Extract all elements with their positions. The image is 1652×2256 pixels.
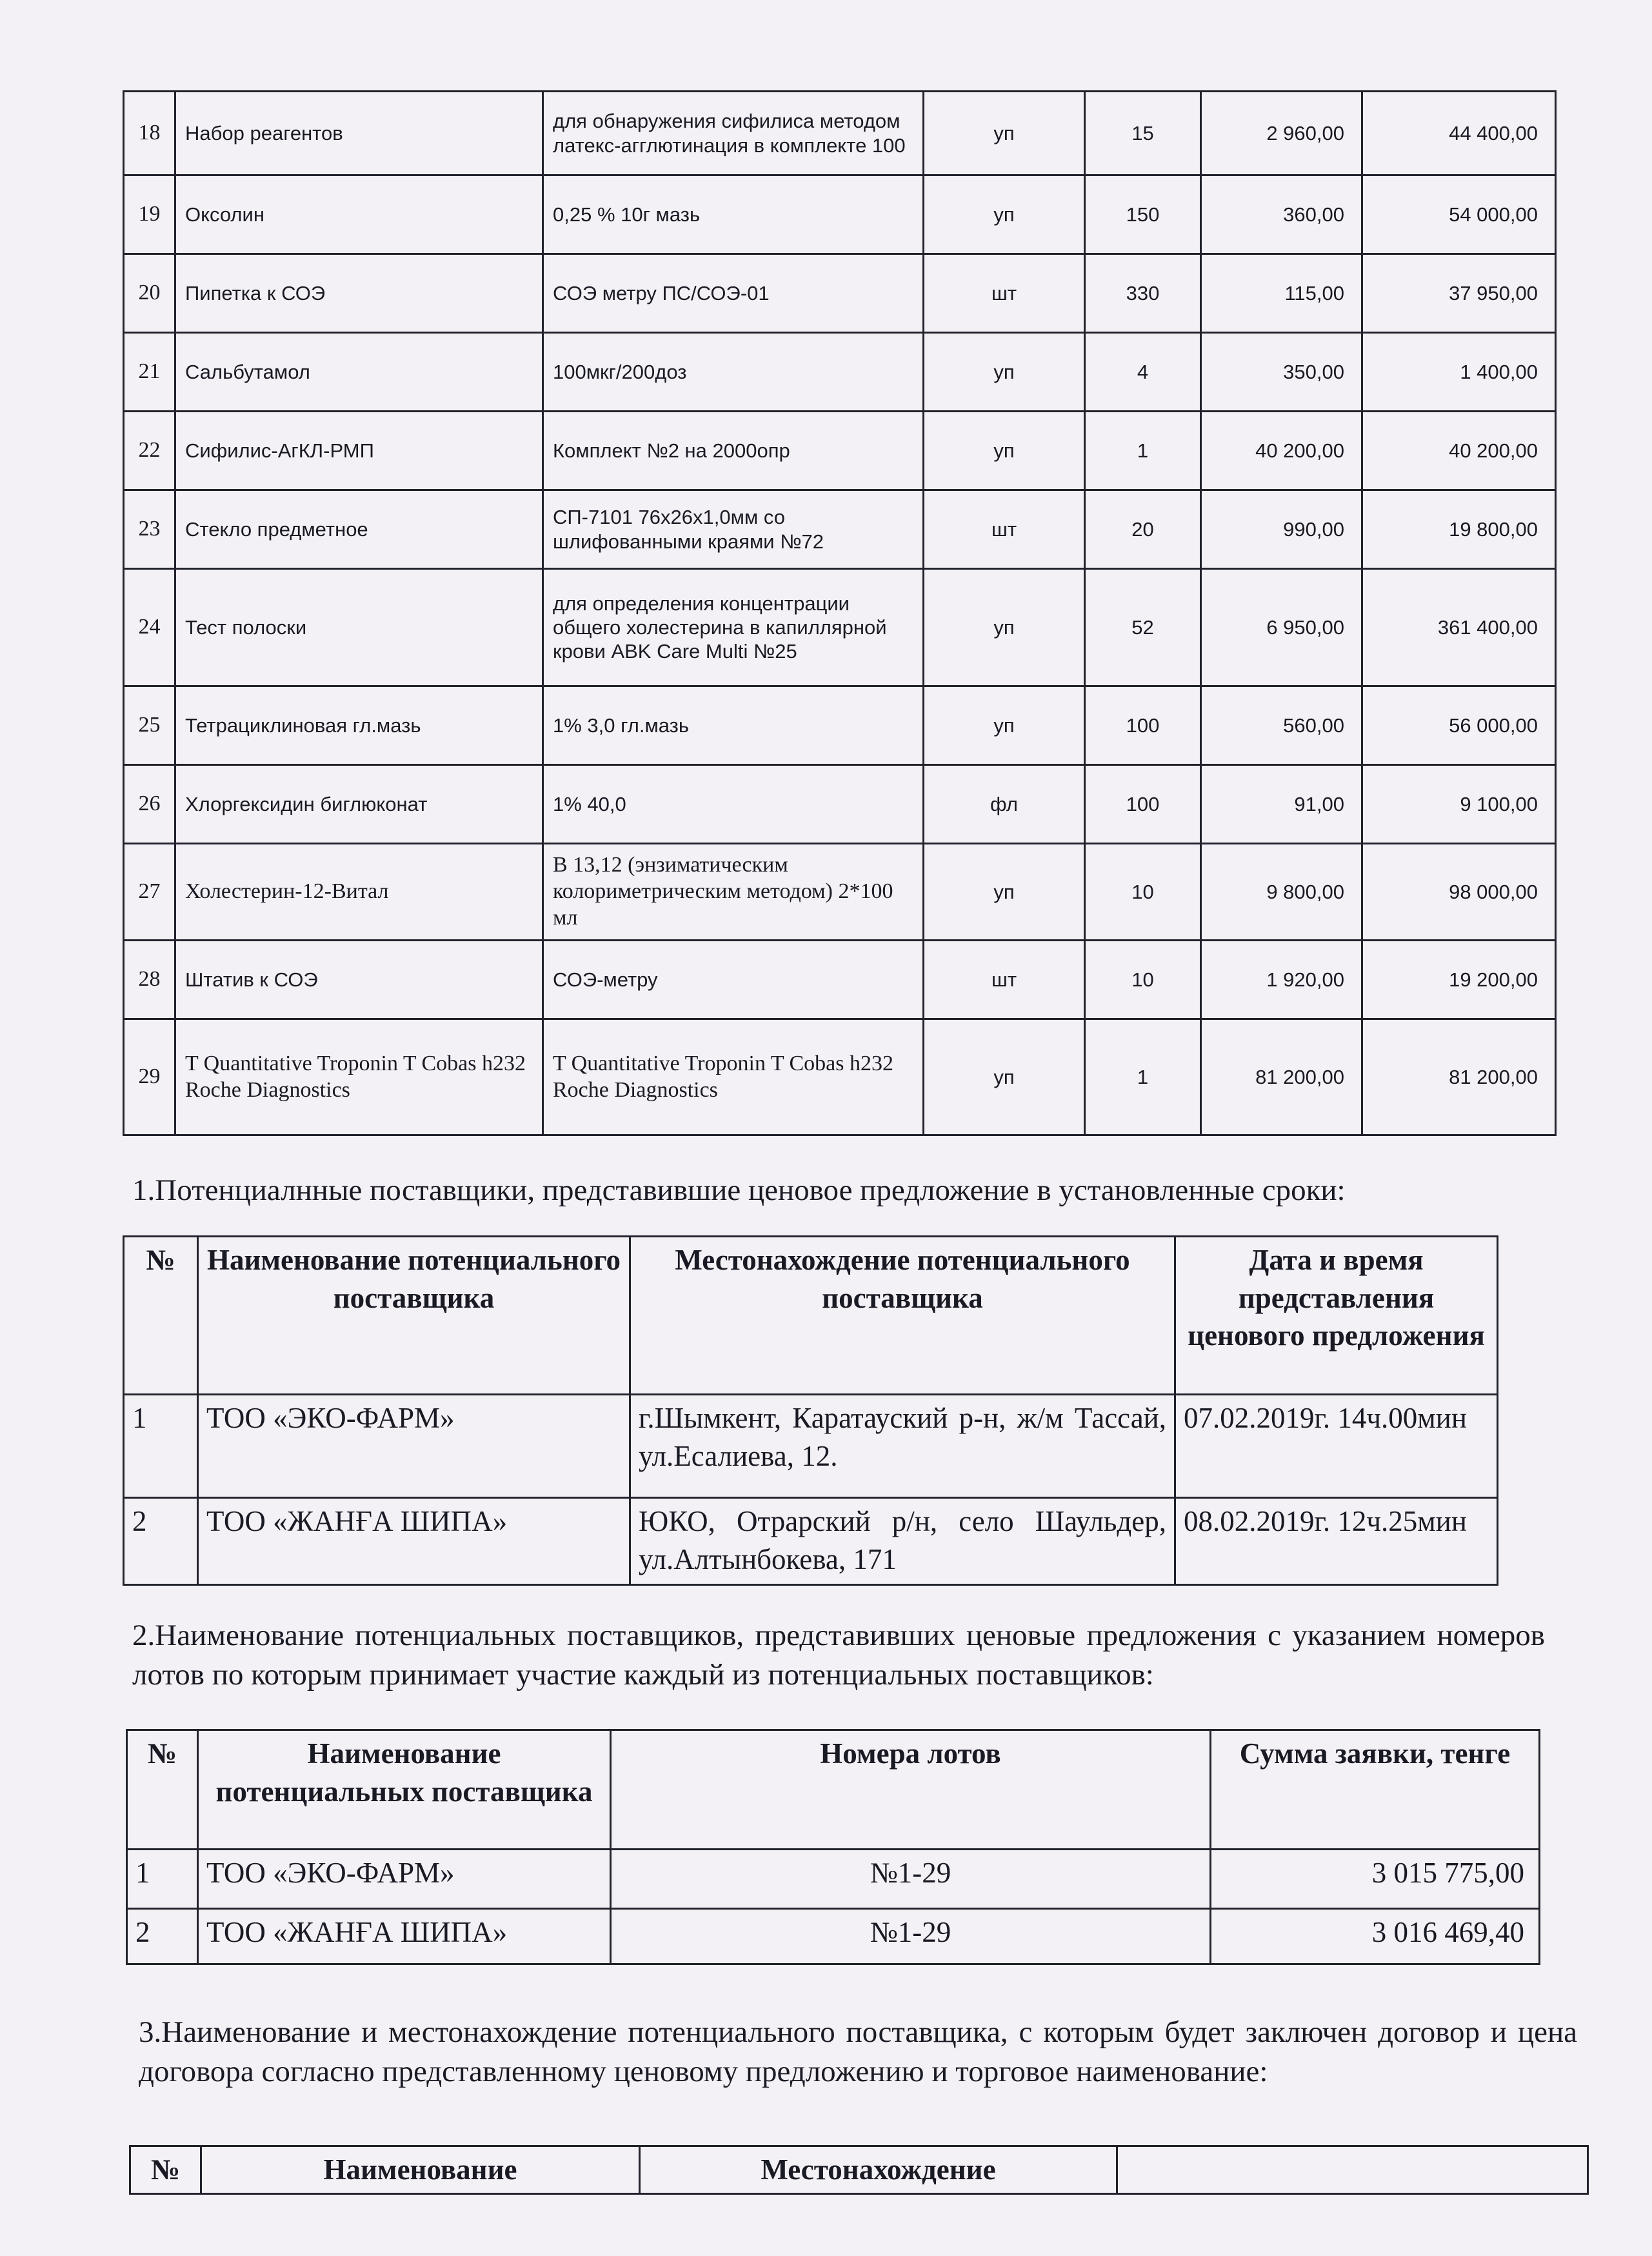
col-location-header: Местонахождение [640,2146,1117,2194]
lot-sum: 44 400,00 [1362,92,1556,175]
lot-sum: 56 000,00 [1362,686,1556,765]
lot-spec: СОЭ-метру [543,941,924,1019]
lot-qty: 10 [1085,844,1201,941]
lots-table [123,90,1557,1136]
lot-unit: шт [924,254,1085,333]
lot-price: 2 960,00 [1201,92,1362,175]
section1-heading: 1.Потенциалнные поставщики, представившие ценовое предложение в установленные сроки: [132,1173,1346,1207]
col-num-header: № [124,1237,198,1395]
lot-row [124,333,1556,412]
participation-row [127,1909,1540,1964]
lot-spec: для обнаружения сифилиса методом латекс-агглютинация в комплекте 100 [543,92,924,175]
lot-sum: 9 100,00 [1362,765,1556,844]
lot-spec: 0,25 % 10г мазь [543,175,924,254]
lot-name: T Quantitative Troponin T Cobas h232 Roche Diagnostics [175,1019,543,1135]
lot-price: 6 950,00 [1201,569,1362,686]
lot-name: Хлоргексидин биглюконат [175,765,543,844]
lot-price: 560,00 [1201,686,1362,765]
lot-spec: 1% 3,0 гл.мазь [543,686,924,765]
lot-row [124,490,1556,569]
lot-name: Пипетка к СОЭ [175,254,543,333]
lot-qty: 150 [1085,175,1201,254]
lot-spec: 1% 40,0 [543,765,924,844]
col-sum-header: Сумма заявки, тенге [1211,1730,1540,1850]
lot-row [124,844,1556,941]
participant-number: 2 [127,1909,198,1964]
lot-unit: уп [924,175,1085,254]
lot-name: Стекло предметное [175,490,543,569]
lot-price: 9 800,00 [1201,844,1362,941]
lot-sum: 19 800,00 [1362,490,1556,569]
participant-sum: 3 015 775,00 [1211,1850,1540,1909]
lot-spec: СП-7101 76х26х1,0мм со шлифованными краями №72 [543,490,924,569]
lot-number: 21 [124,333,175,412]
lot-qty: 4 [1085,333,1201,412]
lot-row [124,175,1556,254]
lot-sum: 98 000,00 [1362,844,1556,941]
lot-qty: 20 [1085,490,1201,569]
lots-participation-table [126,1729,1540,1965]
col-name-header: Наименование потенциального поставщика [198,1237,630,1395]
lot-row [124,686,1556,765]
lot-number: 24 [124,569,175,686]
section3-heading: 3.Наименование и местонахождение потенциального поставщика, с которым будет заключен договор и цена договора согласно представленному ценовому предложению и торговое наименование: [139,2015,1577,2089]
lot-name: Набор реагентов [175,92,543,175]
lot-row [124,92,1556,175]
lot-number: 26 [124,765,175,844]
lot-spec: Комплект №2 на 2000опр [543,412,924,490]
supplier-row [124,1498,1498,1585]
lot-price: 91,00 [1201,765,1362,844]
lot-number: 23 [124,490,175,569]
lot-row [124,765,1556,844]
lot-sum: 37 950,00 [1362,254,1556,333]
lot-number: 18 [124,92,175,175]
lot-price: 1 920,00 [1201,941,1362,1019]
lot-price: 360,00 [1201,175,1362,254]
lot-qty: 52 [1085,569,1201,686]
lot-qty: 1 [1085,1019,1201,1135]
participant-number: 1 [127,1850,198,1909]
lot-name: Тест полоски [175,569,543,686]
lot-sum: 19 200,00 [1362,941,1556,1019]
lot-qty: 1 [1085,412,1201,490]
lot-number: 20 [124,254,175,333]
lot-unit: шт [924,941,1085,1019]
lot-row [124,1019,1556,1135]
participant-name: ТОО «ЭКО-ФАРМ» [198,1850,611,1909]
lot-unit: шт [924,490,1085,569]
lot-unit: уп [924,686,1085,765]
col-location-header: Местонахождение потенциального поставщика [630,1237,1175,1395]
supplier-name: ТОО «ЖАНҒА ШИПА» [198,1498,630,1585]
lot-price: 115,00 [1201,254,1362,333]
lot-sum: 81 200,00 [1362,1019,1556,1135]
lot-spec: В 13,12 (энзиматическим колориметрическим методом) 2*100 мл [543,844,924,941]
lot-row [124,569,1556,686]
participant-lots: №1-29 [611,1850,1211,1909]
lot-unit: фл [924,765,1085,844]
lot-qty: 100 [1085,686,1201,765]
lot-qty: 100 [1085,765,1201,844]
lot-price: 81 200,00 [1201,1019,1362,1135]
supplier-location: г.Шымкент, Каратауский р-н, ж/м Тассай, ул.Есалиева, 12. [630,1395,1175,1498]
lot-name: Сифилис-АгКЛ-РМП [175,412,543,490]
lot-row [124,412,1556,490]
col-lots-header: Номера лотов [611,1730,1211,1850]
lot-name: Оксолин [175,175,543,254]
participant-sum: 3 016 469,40 [1211,1909,1540,1964]
lot-number: 19 [124,175,175,254]
lot-price: 990,00 [1201,490,1362,569]
lot-number: 22 [124,412,175,490]
col-num-header: № [130,2146,201,2194]
lot-name: Сальбутамол [175,333,543,412]
col-extra-header [1117,2146,1588,2194]
lot-qty: 15 [1085,92,1201,175]
lot-sum: 54 000,00 [1362,175,1556,254]
lot-name: Штатив к СОЭ [175,941,543,1019]
supplier-location: ЮКО, Отрарский р/н, село Шаульдер, ул.Алтынбокева, 171 [630,1498,1175,1585]
supplier-row [124,1395,1498,1498]
supplier-number: 2 [124,1498,198,1585]
participant-lots: №1-29 [611,1909,1211,1964]
lot-unit: уп [924,412,1085,490]
lot-unit: уп [924,569,1085,686]
lot-unit: уп [924,1019,1085,1135]
lot-price: 40 200,00 [1201,412,1362,490]
contract-table [129,2145,1589,2195]
lot-sum: 1 400,00 [1362,333,1556,412]
suppliers-table [123,1235,1498,1586]
lot-unit: уп [924,333,1085,412]
participant-name: ТОО «ЖАНҒА ШИПА» [198,1909,611,1964]
supplier-number: 1 [124,1395,198,1498]
lot-qty: 10 [1085,941,1201,1019]
lot-number: 25 [124,686,175,765]
lot-spec: СОЭ метру ПС/СОЭ-01 [543,254,924,333]
lot-row [124,941,1556,1019]
lot-qty: 330 [1085,254,1201,333]
lot-row [124,254,1556,333]
lot-sum: 40 200,00 [1362,412,1556,490]
supplier-date: 07.02.2019г. 14ч.00мин [1175,1395,1498,1498]
col-name-header: Наименование потенциальных поставщика [198,1730,611,1850]
lot-spec: для определения концентрации общего холестерина в капиллярной крови ABK Care Multi №25 [543,569,924,686]
lot-name: Тетрациклиновая гл.мазь [175,686,543,765]
col-date-header: Дата и время представления ценового предложения [1175,1237,1498,1395]
supplier-date: 08.02.2019г. 12ч.25мин [1175,1498,1498,1585]
lot-price: 350,00 [1201,333,1362,412]
participation-row [127,1850,1540,1909]
lot-unit: уп [924,92,1085,175]
lot-name: Холестерин-12-Витал [175,844,543,941]
lot-number: 29 [124,1019,175,1135]
lot-number: 28 [124,941,175,1019]
lot-spec: T Quantitative Troponin T Cobas h232 Roche Diagnostics [543,1019,924,1135]
lot-number: 27 [124,844,175,941]
col-num-header: № [127,1730,198,1850]
supplier-name: ТОО «ЭКО-ФАРМ» [198,1395,630,1498]
col-name-header: Наименование [201,2146,640,2194]
section2-heading: 2.Наименование потенциальных поставщиков, представивших ценовые предложения с указанием номеров лотов по которым принимает участие каждый из потенциальных поставщиков: [132,1619,1545,1692]
lot-unit: уп [924,844,1085,941]
lot-sum: 361 400,00 [1362,569,1556,686]
lot-spec: 100мкг/200доз [543,333,924,412]
